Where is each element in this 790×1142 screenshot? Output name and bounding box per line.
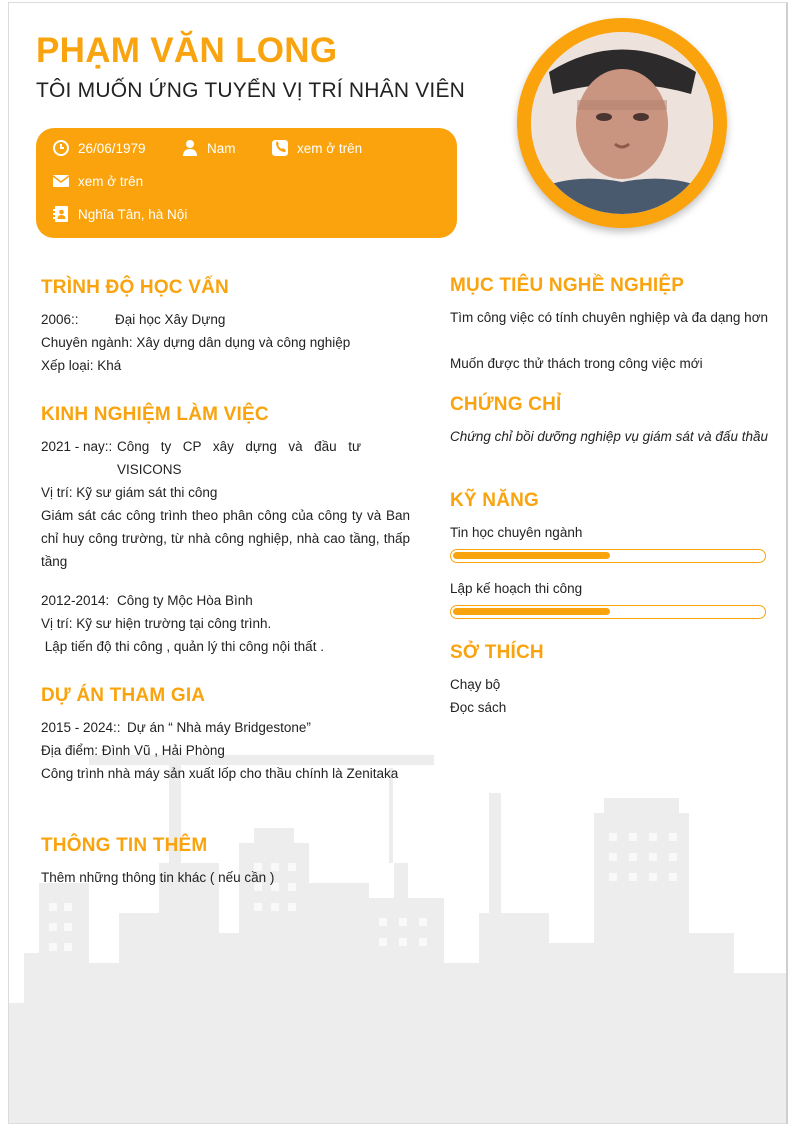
phone-icon [271, 139, 289, 157]
education-title: TRÌNH ĐỘ HỌC VẤN [41, 277, 229, 298]
project-name: Dự án “ Nhà máy Bridgestone” [127, 720, 311, 735]
education-year: 2006:: [41, 312, 79, 327]
address-value: Nghĩa Tân, hà Nội [78, 206, 188, 222]
address-item [52, 205, 187, 223]
job-period: 2021 - nay:: [41, 439, 113, 454]
extra-info-text: Thêm những thông tin khác ( nếu cần ) [41, 870, 275, 885]
objective-title: MỤC TIÊU NGHỀ NGHIỆP [450, 275, 685, 296]
desired-position: TÔI MUỐN ỨNG TUYỂN VỊ TRÍ NHÂN VIÊN [36, 79, 466, 102]
skill-label: Tin học chuyên ngành [450, 525, 583, 540]
job-company: Công ty CP xây dựng và đầu tư VISICONS [117, 439, 361, 477]
email-item [52, 172, 143, 190]
job-role: Vị trí: Kỹ sư hiện trường tại công trình. [41, 616, 272, 631]
avatar-photo [531, 32, 713, 214]
skill-bar [450, 605, 766, 619]
birthday-item [52, 139, 146, 157]
gender-value: Nam [207, 140, 236, 156]
phone-item [271, 139, 362, 157]
job-role: Vị trí: Kỹ sư giám sát thi công [41, 485, 218, 500]
envelope-icon [52, 172, 70, 190]
education-major: Chuyên ngành: Xây dựng dân dụng và công nghiệp [41, 335, 351, 350]
skill-bar-fill [453, 552, 610, 559]
extra-info-title: THÔNG TIN THÊM [41, 835, 208, 856]
skill-bar [450, 549, 766, 563]
contact-info-box [36, 128, 457, 238]
birthday-value: 26/06/1979 [78, 140, 146, 156]
email-value: xem ở trên [78, 173, 144, 189]
hobby-item: Đọc sách [450, 700, 507, 715]
hobby-item: Chạy bộ [450, 677, 501, 692]
certificates-title: CHỨNG CHỈ [450, 394, 562, 415]
education-school: Đại học Xây Dựng [115, 312, 226, 327]
experience-title: KINH NGHIỆM LÀM VIỆC [41, 404, 269, 425]
hobbies-title: SỞ THÍCH [450, 642, 544, 663]
project-description: Công trình nhà máy sản xuất lốp cho thầu chính là Zenitaka [41, 766, 399, 781]
phone-value: xem ở trên [297, 140, 363, 156]
objective-line-2: Muốn được thử thách trong công việc mới [450, 356, 703, 371]
job-company: Công ty Mộc Hòa Bình [117, 593, 253, 608]
gender-item [181, 139, 236, 157]
clock-icon [52, 139, 70, 157]
address-book-icon [52, 205, 70, 223]
cv-page [8, 2, 788, 1124]
skill-bar-fill [453, 608, 610, 615]
job-description: Lập tiến độ thi công , quản lý thi công nội thất . [41, 639, 324, 654]
avatar-frame [517, 18, 727, 228]
user-icon [181, 139, 199, 157]
education-grade: Xếp loại: Khá [41, 358, 122, 373]
skills-title: KỸ NĂNG [450, 490, 540, 511]
skill-label: Lập kế hoạch thi công [450, 581, 583, 596]
certificate-item: Chứng chỉ bồi dưỡng nghiệp vụ giám sát và đấu thầu [450, 429, 768, 444]
candidate-name: PHẠM VĂN LONG [36, 31, 338, 70]
objective-line-1: Tìm công việc có tính chuyên nghiệp và đa dạng hơn [450, 310, 769, 325]
job-period: 2012-2014: [41, 593, 110, 608]
project-location: Địa điểm: Đình Vũ , Hải Phòng [41, 743, 225, 758]
job-description: Giám sát các công trình theo phân công của công ty và Ban chỉ huy công trường, từ nhà công nghiệp, nhà cao tầng, thấp tầng [41, 508, 410, 569]
projects-title: DỰ ÁN THAM GIA [41, 685, 206, 706]
project-period: 2015 - 2024:: [41, 720, 121, 735]
